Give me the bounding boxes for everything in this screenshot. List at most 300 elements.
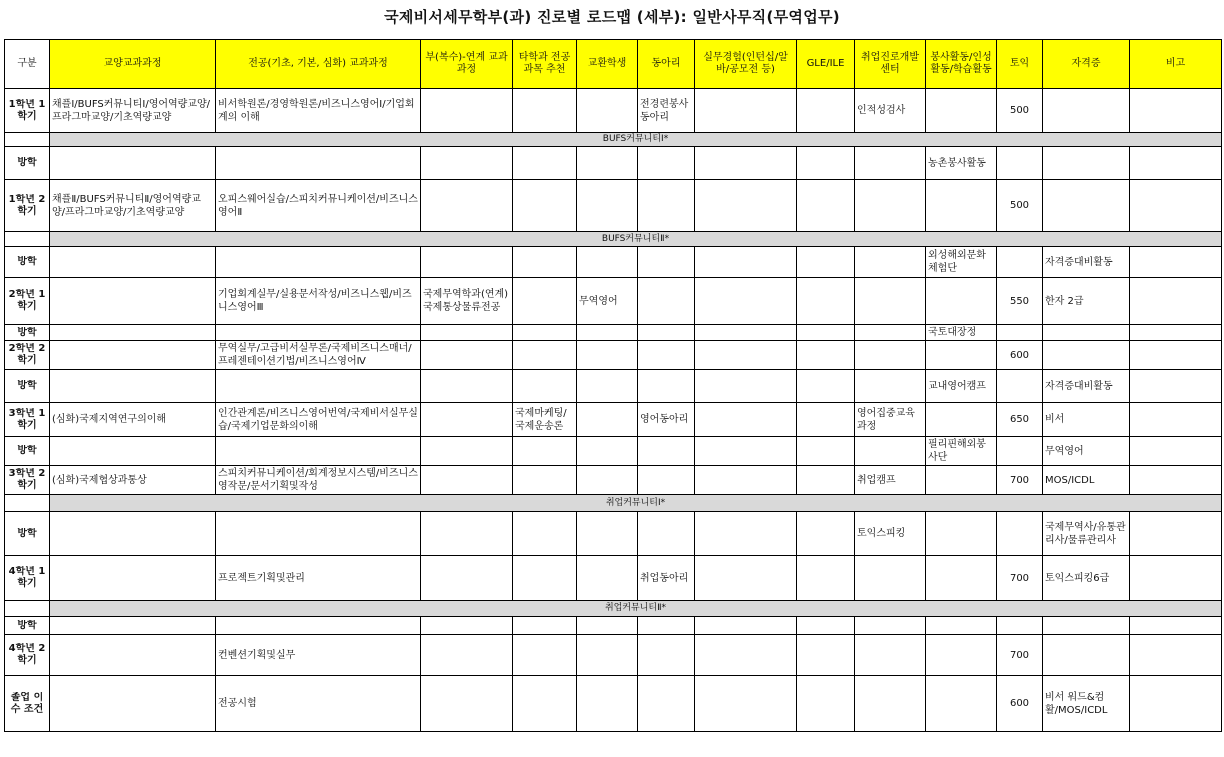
gle-ile-cell — [797, 180, 855, 232]
club-cell — [638, 341, 695, 370]
table-row — [5, 370, 1222, 403]
volunteer-text: 국토대장정 — [928, 327, 977, 338]
period-text: 방학 — [17, 326, 37, 338]
internship-cell — [695, 676, 797, 732]
other-dept-cell — [513, 89, 577, 133]
certificate-cell — [1043, 403, 1130, 437]
exchange-cell — [577, 247, 638, 278]
exchange-cell — [577, 147, 638, 180]
major-course-cell — [216, 676, 421, 732]
remarks-cell — [1130, 180, 1222, 232]
period-cell — [5, 556, 50, 601]
other-dept-cell — [513, 180, 577, 232]
roadmap-table — [4, 39, 1222, 732]
internship-cell — [695, 89, 797, 133]
toeic-cell — [997, 370, 1043, 403]
career-center-cell — [855, 512, 926, 556]
gle-ile-cell — [797, 147, 855, 180]
major-course-text: 전공시험 — [218, 698, 257, 709]
internship-cell — [695, 617, 797, 635]
club-cell — [638, 676, 695, 732]
other-dept-cell — [513, 676, 577, 732]
toeic-text: 700 — [1009, 572, 1030, 584]
remarks-cell — [1130, 676, 1222, 732]
club-cell — [638, 556, 695, 601]
exchange-cell — [577, 676, 638, 732]
band-spacer-cell — [5, 133, 50, 147]
liberal-arts-cell — [50, 617, 216, 635]
gle-ile-cell — [797, 556, 855, 601]
major-course-cell — [216, 403, 421, 437]
certificate-text: 비서 — [1045, 414, 1065, 425]
other-dept-cell — [513, 466, 577, 495]
internship-cell — [695, 437, 797, 466]
club-cell — [638, 247, 695, 278]
career-center-cell — [855, 466, 926, 495]
community-band-label: BUFS커뮤니티Ⅱ* — [50, 232, 1222, 247]
toeic-cell — [997, 89, 1043, 133]
table-row — [5, 556, 1222, 601]
remarks-cell — [1130, 556, 1222, 601]
remarks-cell — [1130, 147, 1222, 180]
band-spacer-cell — [5, 601, 50, 617]
liberal-arts-cell — [50, 437, 216, 466]
header-row — [5, 40, 1222, 89]
liberal-arts-cell — [50, 370, 216, 403]
club-cell — [638, 147, 695, 180]
liberal-arts-text: 채플Ⅰ/BUFS커뮤니티Ⅰ/영어역량교양/프라그마교양/기초역량교양 — [52, 98, 211, 123]
certificate-cell — [1043, 556, 1130, 601]
major-course-cell — [216, 617, 421, 635]
career-center-cell — [855, 89, 926, 133]
table-row — [5, 147, 1222, 180]
table-row — [5, 341, 1222, 370]
linked-course-cell — [421, 370, 513, 403]
career-center-text: 영어집중교육과정 — [857, 407, 915, 432]
liberal-arts-cell — [50, 466, 216, 495]
volunteer-text: 필리핀해외봉사단 — [928, 439, 986, 463]
community-band-row — [5, 601, 1222, 617]
volunteer-cell — [926, 147, 997, 180]
table-row — [5, 437, 1222, 466]
gle-ile-cell — [797, 676, 855, 732]
gle-ile-cell — [797, 341, 855, 370]
internship-cell — [695, 370, 797, 403]
band-spacer-cell — [5, 495, 50, 512]
liberal-arts-cell — [50, 247, 216, 278]
period-cell — [5, 466, 50, 495]
major-course-text: 프로젝트기획및관리 — [218, 572, 305, 584]
linked-course-cell — [421, 147, 513, 180]
remarks-cell — [1130, 247, 1222, 278]
club-cell — [638, 403, 695, 437]
gle-ile-cell — [797, 466, 855, 495]
gle-ile-cell — [797, 437, 855, 466]
exchange-cell — [577, 370, 638, 403]
career-center-text: 인적성검사 — [857, 105, 906, 116]
liberal-arts-cell — [50, 147, 216, 180]
table-row — [5, 247, 1222, 278]
exchange-cell — [577, 180, 638, 232]
career-center-cell — [855, 370, 926, 403]
major-course-cell — [216, 278, 421, 325]
certificate-text: 무역영어 — [1045, 445, 1084, 457]
toeic-text: 600 — [1009, 698, 1030, 709]
major-course-text: 컨벤션기획및실무 — [218, 649, 296, 661]
major-course-text: 기업회계실무/실용문서작성/비즈니스웹/비즈니스영어Ⅲ — [218, 289, 412, 313]
career-center-text: 토익스피킹 — [857, 528, 906, 539]
toeic-cell — [997, 247, 1043, 278]
remarks-cell — [1130, 403, 1222, 437]
volunteer-cell — [926, 635, 997, 676]
career-center-cell — [855, 676, 926, 732]
period-cell — [5, 676, 50, 732]
column-header-career-center: 취업진로개발 센터 — [855, 40, 926, 89]
club-text: 영어동아리 — [640, 414, 689, 425]
toeic-text: 500 — [1009, 105, 1030, 116]
major-course-cell — [216, 556, 421, 601]
gle-ile-cell — [797, 278, 855, 325]
club-cell — [638, 466, 695, 495]
exchange-cell — [577, 341, 638, 370]
gle-ile-cell — [797, 617, 855, 635]
other-dept-cell — [513, 403, 577, 437]
community-band-label: 취업커뮤니티Ⅰ* — [50, 495, 1222, 512]
club-cell — [638, 278, 695, 325]
certificate-text: 비서 워드&컴활/MOS/ICDL — [1045, 691, 1108, 716]
column-header-toeic: 토익 — [997, 40, 1043, 89]
toeic-cell — [997, 278, 1043, 325]
major-course-cell — [216, 147, 421, 180]
volunteer-cell — [926, 180, 997, 232]
club-cell — [638, 617, 695, 635]
remarks-cell — [1130, 278, 1222, 325]
internship-cell — [695, 180, 797, 232]
period-text: 1학년 2학기 — [8, 193, 46, 217]
band-spacer-cell — [5, 232, 50, 247]
period-cell — [5, 635, 50, 676]
liberal-arts-text: (심화)국제협상과통상 — [52, 474, 147, 486]
remarks-cell — [1130, 370, 1222, 403]
column-header-certificate: 자격증 — [1043, 40, 1130, 89]
liberal-arts-cell — [50, 341, 216, 370]
period-text: 1학년 1학기 — [8, 98, 46, 122]
certificate-cell — [1043, 325, 1130, 341]
internship-cell — [695, 278, 797, 325]
period-text: 3학년 1학기 — [8, 407, 46, 431]
volunteer-cell — [926, 325, 997, 341]
linked-course-cell — [421, 247, 513, 278]
major-course-cell — [216, 370, 421, 403]
page-title: 국제비서세무학부(과) 진로별 로드맵 (세부): 일반사무직(무역업무) — [384, 8, 840, 26]
period-text: 방학 — [17, 256, 37, 267]
remarks-cell — [1130, 325, 1222, 341]
internship-cell — [695, 403, 797, 437]
certificate-cell — [1043, 147, 1130, 180]
volunteer-cell — [926, 512, 997, 556]
gle-ile-cell — [797, 635, 855, 676]
toeic-cell — [997, 676, 1043, 732]
club-text: 전경련봉사동아리 — [640, 98, 689, 123]
club-cell — [638, 512, 695, 556]
certificate-text: 자격증대비활동 — [1045, 256, 1113, 268]
volunteer-cell — [926, 370, 997, 403]
period-cell — [5, 180, 50, 232]
liberal-arts-text: (심화)국제지역연구의이해 — [52, 414, 167, 425]
volunteer-cell — [926, 676, 997, 732]
table-row — [5, 617, 1222, 635]
linked-course-cell — [421, 617, 513, 635]
period-text: 졸업 이수 조건 — [10, 691, 44, 715]
other-dept-cell — [513, 437, 577, 466]
column-header-other-dept: 타학과 전공과목 추천 — [513, 40, 577, 89]
volunteer-text: 농촌봉사활동 — [928, 157, 986, 169]
volunteer-cell — [926, 437, 997, 466]
career-center-cell — [855, 403, 926, 437]
period-cell — [5, 403, 50, 437]
linked-course-cell — [421, 325, 513, 341]
other-dept-cell — [513, 147, 577, 180]
major-course-cell — [216, 325, 421, 341]
community-band-label: BUFS커뮤니티Ⅰ* — [50, 133, 1222, 147]
toeic-cell — [997, 512, 1043, 556]
period-cell — [5, 147, 50, 180]
toeic-cell — [997, 635, 1043, 676]
exchange-cell — [577, 89, 638, 133]
liberal-arts-cell — [50, 403, 216, 437]
table-row — [5, 89, 1222, 133]
table-row — [5, 325, 1222, 341]
period-text: 4학년 1학기 — [8, 566, 46, 589]
other-dept-cell — [513, 556, 577, 601]
career-center-cell — [855, 437, 926, 466]
volunteer-cell — [926, 617, 997, 635]
career-center-cell — [855, 278, 926, 325]
column-header-volunteer: 봉사활동/인성활동/학습활동 — [926, 40, 997, 89]
table-row — [5, 466, 1222, 495]
career-center-cell — [855, 325, 926, 341]
career-center-cell — [855, 341, 926, 370]
other-dept-cell — [513, 635, 577, 676]
period-cell — [5, 278, 50, 325]
liberal-arts-cell — [50, 325, 216, 341]
linked-course-cell — [421, 466, 513, 495]
major-course-text: 스피치커뮤니케이션/회계정보시스템/비즈니스영작문/문서기획및작성 — [218, 468, 418, 492]
gle-ile-cell — [797, 89, 855, 133]
internship-cell — [695, 341, 797, 370]
internship-cell — [695, 325, 797, 341]
column-header-period: 구분 — [5, 40, 50, 89]
linked-course-cell — [421, 403, 513, 437]
table-row — [5, 403, 1222, 437]
period-text: 방학 — [17, 380, 37, 391]
other-dept-cell — [513, 247, 577, 278]
toeic-text: 700 — [1009, 649, 1030, 661]
period-cell — [5, 512, 50, 556]
toeic-cell — [997, 325, 1043, 341]
toeic-text: 600 — [1009, 349, 1030, 361]
career-center-cell — [855, 635, 926, 676]
column-header-major-course: 전공(기초, 기본, 심화) 교과과정 — [216, 40, 421, 89]
certificate-text: 한자 2급 — [1045, 295, 1084, 307]
toeic-cell — [997, 341, 1043, 370]
toeic-text: 700 — [1009, 474, 1030, 486]
toeic-cell — [997, 403, 1043, 437]
toeic-cell — [997, 556, 1043, 601]
linked-course-cell — [421, 437, 513, 466]
period-cell — [5, 617, 50, 635]
other-dept-cell — [513, 370, 577, 403]
remarks-cell — [1130, 89, 1222, 133]
major-course-cell — [216, 180, 421, 232]
internship-cell — [695, 512, 797, 556]
major-course-cell — [216, 512, 421, 556]
club-cell — [638, 370, 695, 403]
volunteer-cell — [926, 247, 997, 278]
exchange-text: 무역영어 — [579, 295, 618, 307]
club-cell — [638, 635, 695, 676]
major-course-text: 무역실무/고급비서실무론/국제비즈니스매너/프레젠테이션기법/비즈니스영어Ⅳ — [218, 343, 412, 367]
certificate-cell — [1043, 635, 1130, 676]
exchange-cell — [577, 556, 638, 601]
period-text: 방학 — [17, 445, 37, 456]
volunteer-text: 외성해외문화체험단 — [928, 250, 986, 274]
liberal-arts-cell — [50, 278, 216, 325]
major-course-cell — [216, 341, 421, 370]
internship-cell — [695, 635, 797, 676]
linked-course-cell — [421, 278, 513, 325]
toeic-cell — [997, 180, 1043, 232]
liberal-arts-cell — [50, 635, 216, 676]
internship-cell — [695, 247, 797, 278]
exchange-cell — [577, 278, 638, 325]
club-text: 취업동아리 — [640, 572, 689, 584]
toeic-text: 550 — [1009, 295, 1030, 307]
certificate-cell — [1043, 180, 1130, 232]
other-dept-cell — [513, 341, 577, 370]
column-header-liberal-arts: 교양교과과정 — [50, 40, 216, 89]
certificate-cell — [1043, 466, 1130, 495]
column-header-gle-ile: GLE/ILE — [797, 40, 855, 89]
major-course-cell — [216, 437, 421, 466]
table-body — [5, 89, 1222, 732]
linked-course-cell — [421, 512, 513, 556]
gle-ile-cell — [797, 325, 855, 341]
remarks-cell — [1130, 512, 1222, 556]
club-cell — [638, 89, 695, 133]
certificate-text: 자격증대비활동 — [1045, 380, 1113, 392]
exchange-cell — [577, 512, 638, 556]
major-course-cell — [216, 89, 421, 133]
certificate-text: 국제무역사/유통관리사/물류관리사 — [1045, 521, 1126, 546]
period-text: 방학 — [17, 619, 37, 631]
linked-course-cell — [421, 89, 513, 133]
toeic-cell — [997, 617, 1043, 635]
major-course-text: 오피스웨어실습/스피치커뮤니케이션/비즈니스영어Ⅱ — [218, 193, 418, 218]
career-center-cell — [855, 147, 926, 180]
exchange-cell — [577, 466, 638, 495]
liberal-arts-text: 채플Ⅱ/BUFS커뮤니티Ⅱ/영어역량교양/프라그마교양/기초역량교양 — [52, 193, 201, 218]
certificate-cell — [1043, 617, 1130, 635]
liberal-arts-cell — [50, 89, 216, 133]
toeic-text: 650 — [1009, 414, 1030, 425]
period-cell — [5, 341, 50, 370]
gle-ile-cell — [797, 403, 855, 437]
gle-ile-cell — [797, 370, 855, 403]
major-course-text: 비서학원론/경영학원론/비즈니스영어Ⅰ/기업회계의 이해 — [218, 98, 415, 123]
column-header-exchange: 교환학생 — [577, 40, 638, 89]
other-dept-cell — [513, 325, 577, 341]
linked-course-cell — [421, 180, 513, 232]
period-cell — [5, 437, 50, 466]
other-dept-cell — [513, 617, 577, 635]
internship-cell — [695, 556, 797, 601]
exchange-cell — [577, 617, 638, 635]
period-cell — [5, 247, 50, 278]
period-text: 3학년 2학기 — [8, 468, 46, 491]
certificate-cell — [1043, 278, 1130, 325]
volunteer-cell — [926, 403, 997, 437]
linked-course-cell — [421, 635, 513, 676]
remarks-cell — [1130, 617, 1222, 635]
toeic-cell — [997, 466, 1043, 495]
linked-course-cell — [421, 341, 513, 370]
volunteer-cell — [926, 89, 997, 133]
certificate-text: MOS/ICDL — [1045, 474, 1095, 486]
certificate-cell — [1043, 676, 1130, 732]
major-course-cell — [216, 466, 421, 495]
certificate-text: 토익스피킹6급 — [1045, 572, 1110, 584]
linked-course-cell — [421, 556, 513, 601]
period-text: 2학년 1학기 — [8, 289, 46, 312]
column-header-internship: 실무경험(인턴십/알바/공모전 등) — [695, 40, 797, 89]
club-cell — [638, 437, 695, 466]
exchange-cell — [577, 403, 638, 437]
volunteer-text: 교내영어캠프 — [928, 380, 986, 392]
exchange-cell — [577, 437, 638, 466]
volunteer-cell — [926, 466, 997, 495]
career-center-cell — [855, 247, 926, 278]
career-center-text: 취업캠프 — [857, 474, 896, 486]
toeic-text: 500 — [1009, 200, 1030, 211]
certificate-cell — [1043, 370, 1130, 403]
table-row — [5, 676, 1222, 732]
table-row — [5, 635, 1222, 676]
linked-course-cell — [421, 676, 513, 732]
certificate-cell — [1043, 89, 1130, 133]
period-text: 2학년 2학기 — [8, 343, 46, 366]
linked-course-text: 국제무역학과(연계)국제통상물류전공 — [423, 289, 509, 313]
internship-cell — [695, 147, 797, 180]
column-header-club: 동아리 — [638, 40, 695, 89]
career-center-cell — [855, 180, 926, 232]
certificate-cell — [1043, 247, 1130, 278]
club-cell — [638, 325, 695, 341]
exchange-cell — [577, 325, 638, 341]
community-band-row — [5, 133, 1222, 147]
other-dept-cell — [513, 512, 577, 556]
period-text: 4학년 2학기 — [8, 643, 46, 666]
period-text: 방학 — [17, 527, 37, 539]
internship-cell — [695, 466, 797, 495]
certificate-cell — [1043, 341, 1130, 370]
major-course-cell — [216, 635, 421, 676]
remarks-cell — [1130, 635, 1222, 676]
liberal-arts-cell — [50, 676, 216, 732]
community-band-row — [5, 495, 1222, 512]
gle-ile-cell — [797, 247, 855, 278]
career-center-cell — [855, 617, 926, 635]
